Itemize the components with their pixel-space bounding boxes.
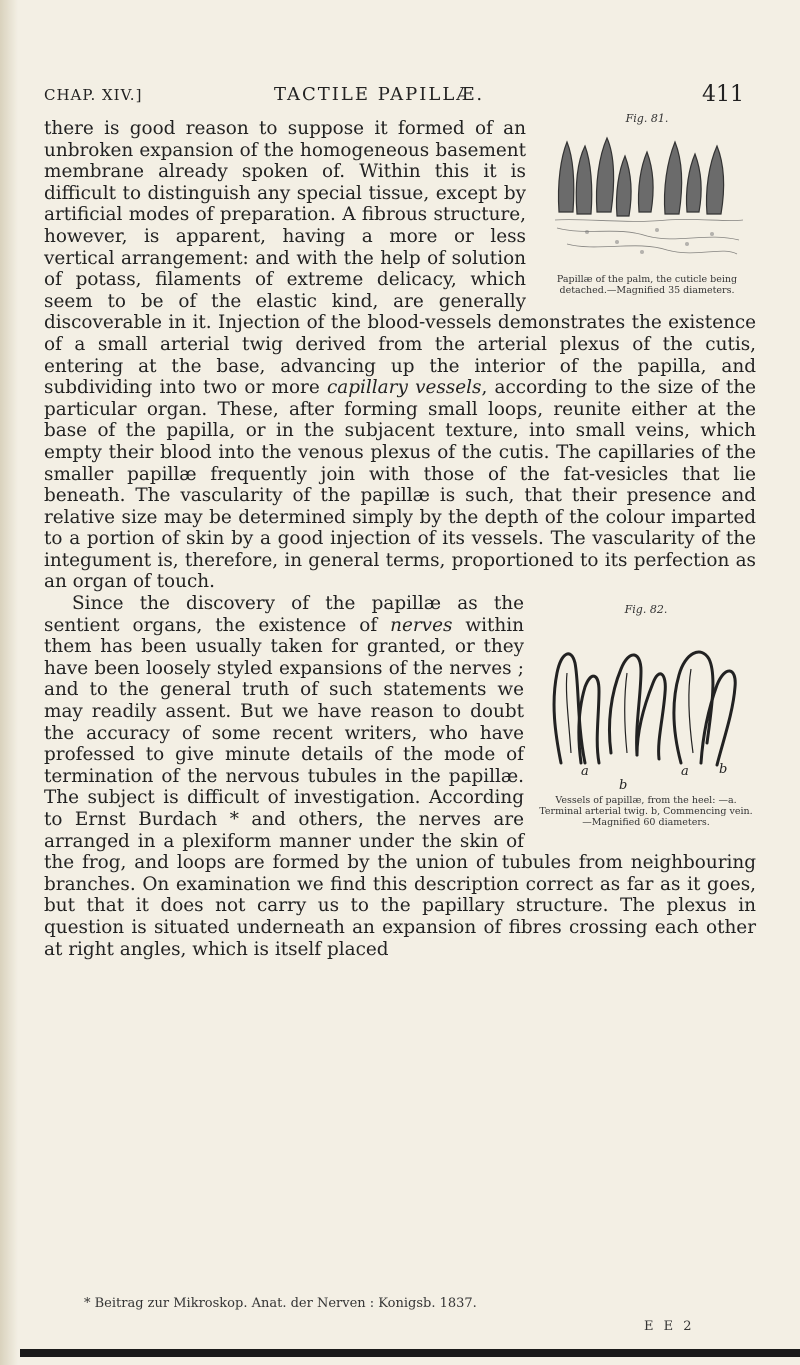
figure-81-caption: Papillæ of the palm, the cuticle being detached.—Magnified 35 diameters. — [556, 273, 738, 296]
bottom-rule — [20, 1349, 800, 1357]
paragraph-2-text-a: Since the discovery of the papillæ as the sentient organs, the existence of — [44, 593, 524, 636]
paragraph-1-text-a: there is good reason to suppose it formed of an unbroken expansion of the homogeneous basement membrane already spoken of. Within this it is difficult to distinguish any special tissue, except by artificial modes of preparation. A fibrous structure, however, is apparent, having a more or less vertical arrangement: and with the help of solution of potass, filaments of extreme delicacy, which seem to be of the elastic kind, are generally discoverable in it. Injection of the blood-vessels demonstrates the existence of a small arterial twig derived from the arterial plexus of the cutis, entering at the base, advancing up the interior of the papilla, and subdividing into two or more — [44, 118, 756, 399]
figure-82 — [536, 599, 756, 828]
chapter-label: CHAP. XIV.] — [44, 86, 143, 104]
figure-82-mark-b-right: b — [719, 761, 728, 777]
figure-82-mark-a-right: a — [681, 763, 689, 779]
printer-signature: E E 2 — [644, 1319, 695, 1334]
paragraph-2-text-b: within them has been usually taken for granted, or they have been loosely styled expansions of the nerves ; and to the general truth of such statements we may readily assent. But we have reason to doubt the accuracy of some recent writers, who have professed to give minute details of the mode of termination of the nervous tubules in the papillæ. The subject is difficult of investigation. According to Ernst Burdach * and others, the nerves are arranged in a plexiform manner under the skin of the frog, and loops are formed by the union of tubules from neighbouring branches. On examination we find this description correct as far as it goes, but that it does not carry us to the papillary structure. The plexus in question is situated underneath an expansion of fibres crossing each other at right angles, which is itself placed — [44, 614, 756, 960]
figure-81 — [538, 108, 756, 296]
figure-81-illustration — [547, 132, 747, 272]
footnote: * Beitrag zur Mikroskop. Anat. der Nerven : Konigsb. 1837. — [84, 1296, 477, 1311]
page-gutter-shadow — [0, 0, 18, 1365]
page-number: 411 — [702, 82, 744, 107]
figure-82-illustration — [541, 623, 751, 793]
paragraph-2-emphasis: nerves — [390, 614, 453, 636]
paragraph-1-emphasis: capillary vessels — [327, 377, 482, 399]
figure-82-caption: Vessels of papillæ, from the heel: —a. Terminal arterial twig. b, Commencing vein.—Magnified 60 diameters. — [539, 794, 753, 828]
figure-82-mark-a-left: a — [581, 763, 589, 779]
body-text — [44, 112, 756, 960]
paragraph-1-text-b: , according to the size of the particular organ. These, after forming small loops, reunite either at the base of the papilla, or in the subjacent texture, into small veins, which empty their blood into the venous plexus of the cutis. The capillaries of the smaller papillæ frequently join with those of the fat-vesicles that lie beneath. The vascularity of the papillæ is such, that their presence and relative size may be determined simply by the depth of the colour imparted to a portion of skin by a good injection of its vessels. The vascularity of the integument is, therefore, in general terms, proportioned to its perfection as an organ of touch. — [44, 377, 756, 593]
running-title: TACTILE PAPILLÆ. — [274, 84, 485, 105]
figure-82-mark-b-left: b — [619, 777, 628, 793]
figure-81-label: Fig. 81. — [625, 112, 669, 125]
figure-82-label: Fig. 82. — [624, 603, 668, 617]
